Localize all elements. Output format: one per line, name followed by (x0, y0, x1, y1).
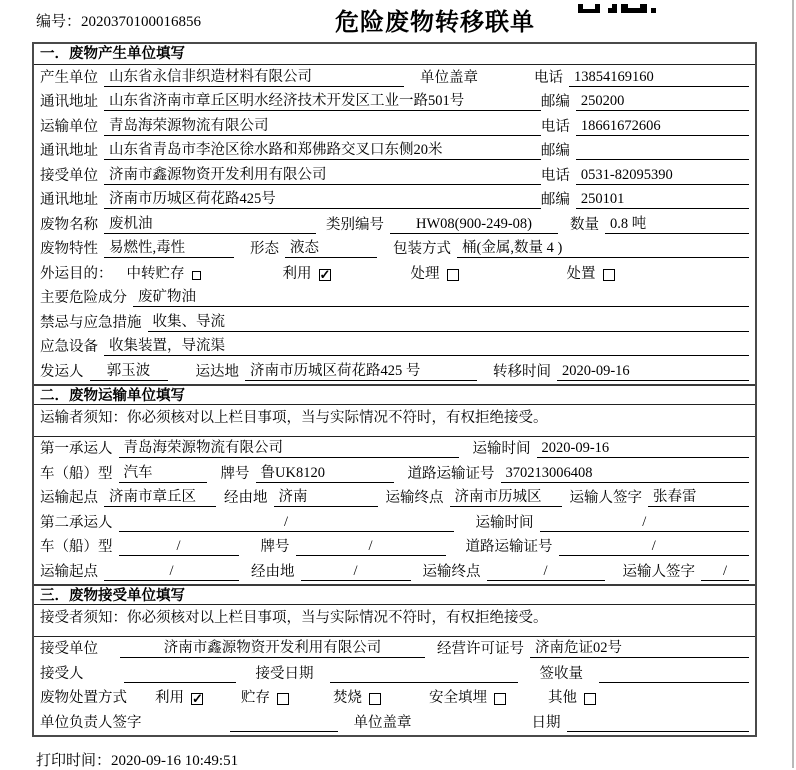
carrier2-row (34, 510, 755, 535)
equipment-label: 应急设备 (40, 339, 98, 355)
waste-props-label: 废物特性 (40, 241, 98, 257)
route2-end-field[interactable]: / (487, 563, 605, 581)
producer-address-field[interactable]: 山东省济南市章丘区明水经济技术开发区工业一路501号 (104, 89, 541, 111)
receiver-address-label: 通讯地址 (40, 192, 98, 208)
document-header (0, 0, 796, 42)
destination-label: 运达地 (195, 363, 239, 380)
purpose-dispose-checkbox[interactable] (603, 269, 615, 281)
hazard-field[interactable]: 废矿物油 (133, 285, 749, 307)
carrier2-time-label: 运输时间 (475, 514, 534, 531)
vehicle1-permit-field[interactable]: 370213006408 (501, 465, 750, 483)
taboo-field[interactable]: 收集、导流 (148, 310, 750, 332)
waste-name-row (34, 212, 755, 237)
route1-start-label: 运输起点 (40, 490, 98, 506)
carrier2-field[interactable]: / (119, 514, 454, 532)
vehicle2-permit-field[interactable]: / (559, 538, 750, 556)
hazard-label: 主要危险成分 (40, 290, 127, 306)
waste-form-field[interactable]: 液态 (285, 236, 377, 258)
pack-type-field[interactable]: 桶(金属,数量 4 ) (457, 236, 749, 258)
purpose-row (34, 261, 755, 286)
disposal-burn-checkbox[interactable] (369, 693, 381, 705)
purpose-treat-label: 处理 (410, 265, 440, 282)
waste-props-row (34, 237, 755, 262)
accept-date-label: 接受日期 (255, 665, 314, 682)
disposal-use-checkbox[interactable] (191, 693, 203, 705)
accept-date-field[interactable] (330, 682, 518, 683)
received-qty-label: 签收量 (539, 665, 583, 682)
section3-header: 三．废物接受单位填写 (34, 584, 755, 605)
dispatch-row (34, 359, 755, 384)
receiver-field[interactable]: 济南市鑫源物资开发利用有限公司 (104, 163, 541, 185)
disposal-other-checkbox[interactable] (584, 693, 596, 705)
carrier1-field[interactable]: 青岛海荣源物流有限公司 (119, 436, 459, 458)
acceptor-label: 接受人 (40, 665, 84, 682)
transporter-phone-field[interactable]: 18661672606 (576, 118, 749, 136)
transporter-address-row (34, 139, 755, 164)
waste-qty-label: 数量 (570, 216, 599, 233)
vehicle2-type-field[interactable]: / (119, 538, 239, 556)
disposal-landfill-checkbox[interactable] (494, 693, 506, 705)
receiver-zip-label: 邮编 (540, 192, 570, 208)
transporter-field[interactable]: 青岛海荣源物流有限公司 (104, 114, 541, 136)
producer-phone-field[interactable]: 13854169160 (569, 69, 749, 87)
vehicle1-row (34, 461, 755, 486)
route2-via-label: 经由地 (251, 563, 295, 580)
qr-code-icon (578, 0, 656, 9)
producer-label: 产生单位 (40, 69, 98, 86)
route2-start-label: 运输起点 (40, 563, 98, 580)
responsible-sign-label: 单位负责人签字 (40, 714, 142, 731)
transporter-address-label: 通讯地址 (40, 143, 98, 159)
waste-form-label: 形态 (250, 241, 279, 257)
vehicle1-plate-field[interactable]: 鲁UK8120 (256, 461, 394, 483)
purpose-use-label: 利用 (282, 265, 312, 282)
disposal-row (34, 686, 755, 711)
route2-via-field[interactable]: / (301, 563, 411, 581)
print-time (36, 749, 238, 770)
pack-type-label: 包装方式 (393, 241, 451, 257)
accept-unit-field[interactable]: 济南市鑫源物资开发利用有限公司 (120, 636, 425, 658)
receiver-notice-text: 接受者须知：你必须核对以上栏目事项，当与实际情况不符时，有权拒绝接受。 (40, 609, 548, 626)
route1-end-label: 运输终点 (385, 490, 444, 506)
transporter-address-field[interactable]: 山东省青岛市李沧区徐水路和郑佛路交叉口东侧20米 (104, 138, 541, 160)
receiver-label: 接受单位 (40, 167, 98, 184)
receiver-row (34, 163, 755, 188)
route1-via-label: 经由地 (224, 490, 268, 506)
producer-zip-field[interactable]: 250200 (576, 93, 749, 111)
vehicle2-type-label: 车（船）型 (40, 539, 113, 555)
route2-end-label: 运输终点 (422, 563, 481, 580)
equipment-field[interactable]: 收集装置，导流渠 (104, 334, 749, 356)
taboo-label: 禁忌与应急措施 (40, 314, 142, 331)
transporter-row (34, 114, 755, 139)
transporter-phone-label: 电话 (540, 118, 570, 135)
carrier1-time-field[interactable]: 2020-09-16 (537, 440, 750, 458)
carrier2-label: 第二承运人 (40, 514, 113, 531)
receiver-zip-field[interactable]: 250101 (576, 191, 749, 209)
transfer-time-field[interactable]: 2020-09-16 (557, 363, 749, 381)
receiver-phone-field[interactable]: 0531-82095390 (576, 167, 749, 185)
dispatcher-field[interactable]: 郭玉波 (90, 359, 168, 381)
manifest-form (32, 42, 757, 737)
carrier1-label: 第一承运人 (40, 441, 113, 457)
unit-seal-label: 单位盖章 (353, 714, 412, 731)
vehicle2-plate-field[interactable]: / (296, 538, 446, 556)
receiver-address-row (34, 188, 755, 213)
hazard-row (34, 286, 755, 311)
vehicle2-row (34, 535, 755, 560)
taboo-row (34, 310, 755, 335)
page-title: 危险废物转移联单 (335, 9, 535, 36)
waste-name-field[interactable]: 废机油 (104, 212, 316, 234)
route2-sign-label: 运输人签字 (622, 563, 695, 580)
date-field[interactable] (567, 731, 750, 732)
disposal-store-checkbox[interactable] (277, 693, 289, 705)
disposal-store-label: 贮存 (241, 690, 270, 706)
carrier1-row (34, 437, 755, 462)
section1-header: 一．废物产生单位填写 (34, 44, 755, 65)
transporter-label: 运输单位 (40, 118, 98, 135)
transporter-notice-text: 运输者须知：你必须核对以上栏目事项，当与实际情况不符时，有权拒绝接受。 (40, 409, 548, 426)
carrier1-time-label: 运输时间 (472, 441, 531, 457)
section2-header: 二．废物运输单位填写 (34, 384, 755, 405)
waste-qty-field[interactable]: 0.8 吨 (605, 212, 749, 234)
disposal-label: 废物处置方式 (40, 690, 127, 706)
transfer-time-label: 转移时间 (493, 363, 551, 380)
producer-field[interactable]: 山东省永信非织造材料有限公司 (104, 65, 404, 87)
route2-start-field[interactable]: / (104, 563, 239, 581)
page-edge-divider (792, 0, 794, 768)
route2-row (34, 559, 755, 584)
producer-address-row (34, 90, 755, 115)
route1-sign-label: 运输人签字 (569, 490, 642, 506)
disposal-use-label: 利用 (155, 690, 184, 706)
purpose-treat-checkbox[interactable] (447, 269, 459, 281)
route1-end-field[interactable]: 济南市历城区 (450, 485, 562, 507)
seal-label: 单位盖章 (420, 69, 478, 86)
responsible-sign-row (34, 710, 755, 735)
route1-via-field[interactable]: 济南 (274, 485, 378, 507)
vehicle1-type-label: 车（船）型 (40, 465, 113, 482)
serial-label: 编号： (36, 14, 82, 30)
accept-unit-label: 接受单位 (40, 641, 98, 657)
dispatcher-label: 发运人 (40, 363, 84, 380)
purpose-label: 外运目的： (40, 265, 113, 282)
transporter-zip-label: 邮编 (540, 143, 570, 159)
disposal-burn-label: 焚烧 (333, 690, 362, 706)
waste-code-label: 类别编号 (326, 216, 384, 233)
responsible-sign-field[interactable] (230, 731, 338, 732)
producer-zip-label: 邮编 (540, 94, 570, 110)
license-label: 经营许可证号 (437, 641, 524, 657)
equipment-row (34, 335, 755, 360)
date-label: 日期 (531, 714, 561, 731)
producer-row (34, 65, 755, 90)
carrier2-time-field[interactable]: / (540, 514, 750, 532)
transporter-notice-row (34, 405, 755, 437)
acceptor-field[interactable] (124, 682, 236, 683)
serial-value: 2020370100016856 (81, 14, 202, 30)
acceptor-row (34, 661, 755, 686)
vehicle2-permit-label: 道路运输证号 (465, 539, 553, 555)
purpose-dispose-label: 处置 (566, 265, 596, 282)
purpose-use-checkbox[interactable] (319, 269, 331, 281)
purpose-transfer-label: 中转贮存 (126, 265, 185, 282)
vehicle1-permit-label: 道路运输证号 (407, 465, 495, 482)
vehicle2-plate-label: 牌号 (260, 539, 290, 555)
destination-field[interactable]: 济南市历城区荷花路425 号 (245, 359, 477, 381)
route1-start-field[interactable]: 济南市章丘区 (104, 485, 216, 507)
received-qty-field[interactable] (599, 682, 749, 683)
producer-address-label: 通讯地址 (40, 94, 98, 110)
vehicle1-type-field[interactable]: 汽车 (119, 461, 207, 483)
waste-code-field[interactable]: HW08(900-249-08) (390, 216, 558, 234)
waste-props-field[interactable]: 易燃性,毒性 (104, 236, 234, 258)
accept-unit-row (34, 637, 755, 662)
license-field[interactable]: 济南危证02号 (530, 636, 749, 658)
print-time-value: 2020-09-16 10:49:51 (111, 753, 239, 769)
disposal-landfill-label: 安全填埋 (429, 690, 487, 706)
receiver-notice-row (34, 605, 755, 637)
disposal-other-label: 其他 (548, 690, 577, 706)
receiver-phone-label: 电话 (540, 167, 570, 184)
transporter-zip-field[interactable] (576, 159, 749, 160)
route2-sign-field[interactable]: / (701, 563, 749, 581)
producer-phone-label: 电话 (534, 69, 563, 86)
vehicle1-plate-label: 牌号 (220, 465, 250, 482)
waste-name-label: 废物名称 (40, 216, 98, 233)
print-time-label: 打印时间： (36, 753, 112, 769)
purpose-transfer-checkbox[interactable] (192, 271, 201, 280)
receiver-address-field[interactable]: 济南市历城区荷花路425号 (104, 187, 541, 209)
route1-row (34, 486, 755, 511)
route1-sign-field[interactable]: 张春雷 (648, 485, 749, 507)
